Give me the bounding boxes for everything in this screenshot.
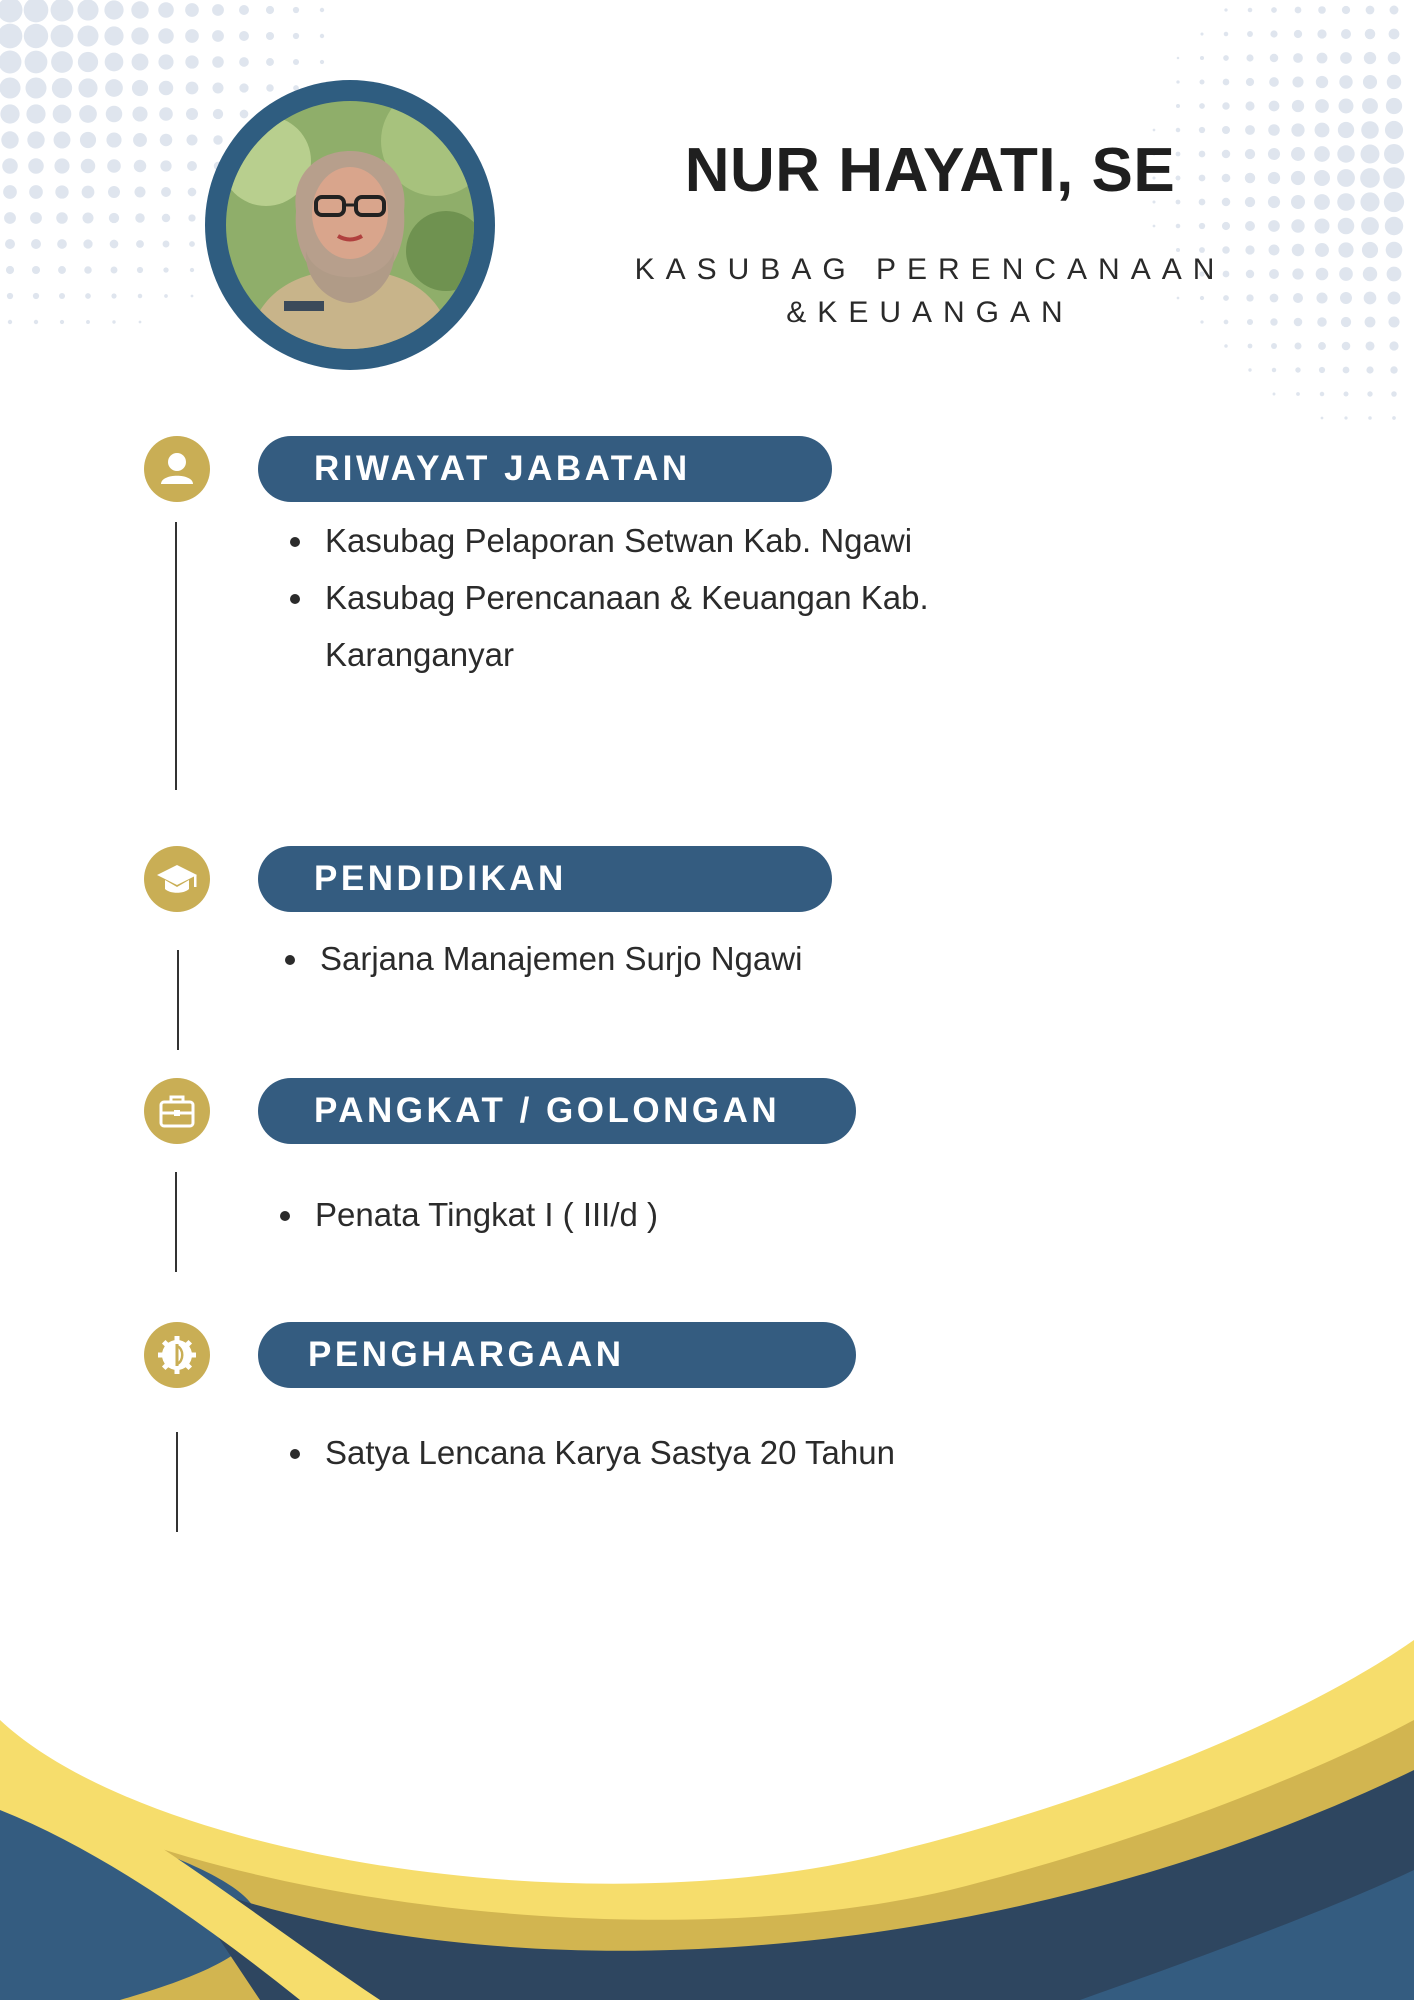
profile-photo xyxy=(226,101,474,349)
riwayat-jabatan-list xyxy=(290,512,929,626)
job-title xyxy=(560,248,1300,334)
section-title-penghargaan: PENGHARGAAN xyxy=(258,1322,856,1388)
award-icon xyxy=(144,1322,210,1388)
timeline-line xyxy=(175,1172,177,1272)
list-item: Kasubag Perencanaan & Keuangan Kab. xyxy=(290,569,929,626)
job-title-line-1: KASUBAG PERENCANAAN xyxy=(634,253,1226,286)
decorative-wave-footer xyxy=(0,1600,1414,2000)
timeline-line xyxy=(176,1432,178,1532)
list-item: Satya Lencana Karya Sastya 20 Tahun xyxy=(290,1424,895,1481)
list-item-continuation: Karanganyar xyxy=(325,636,514,673)
list-item: Kasubag Pelaporan Setwan Kab. Ngawi xyxy=(290,512,929,569)
section-title-riwayat-jabatan: RIWAYAT JABATAN xyxy=(258,436,832,502)
section-title-pendidikan: PENDIDIKAN xyxy=(258,846,832,912)
section-title-pangkat-golongan: PANGKAT / GOLONGAN xyxy=(258,1078,856,1144)
job-title-line-2: &KEUANGAN xyxy=(786,296,1074,329)
penghargaan-list xyxy=(290,1424,895,1481)
pendidikan-list xyxy=(285,930,802,987)
briefcase-icon xyxy=(144,1078,210,1144)
pangkat-golongan-list xyxy=(280,1186,658,1243)
graduation-cap-icon xyxy=(144,846,210,912)
profile-photo-frame xyxy=(205,80,495,370)
list-item: Sarjana Manajemen Surjo Ngawi xyxy=(285,930,802,987)
person-name: NUR HAYATI, SE xyxy=(684,136,1176,205)
list-item: Penata Tingkat I ( III/d ) xyxy=(280,1186,658,1243)
timeline-line xyxy=(177,950,179,1050)
user-icon xyxy=(144,436,210,502)
timeline-line xyxy=(175,522,177,790)
